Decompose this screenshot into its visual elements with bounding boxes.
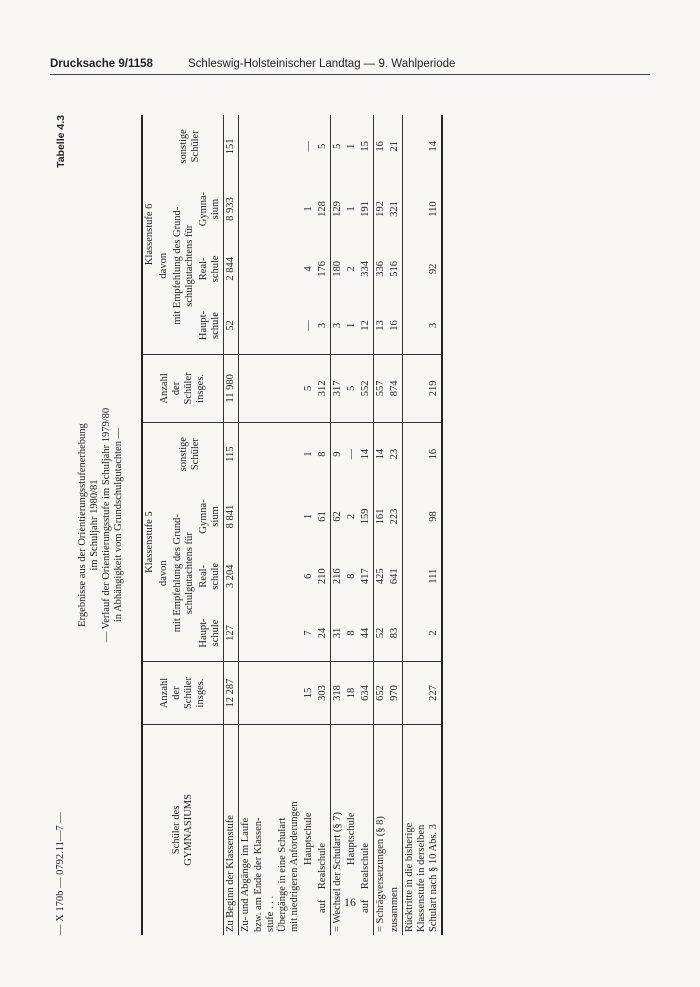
reference-code: — X 170b — 0792.11—7 — — [55, 812, 66, 935]
cell: 16 — [375, 141, 387, 152]
cell: 8 933 — [224, 178, 239, 241]
cell: 223 — [388, 485, 403, 548]
header-empfehlung: mit Empfehlung des Grund- schulgutachtens für — [172, 206, 196, 325]
cell: 3 — [428, 322, 440, 329]
cell: 14 — [359, 423, 374, 486]
header-haupt: Haupt- schule — [197, 297, 224, 354]
title-line: — Verlauf der Orientierungsstufe im Schuljahr 1979/80 — [101, 407, 113, 643]
row-label: zusammen — [388, 724, 403, 935]
cell: 16 — [388, 297, 403, 354]
cell: 970 — [388, 662, 403, 725]
row-label: = Schrägversetzungen (§ 8) — [374, 724, 389, 935]
row-label: Zu- und Abgänge im Laufe bzw. am Ende der Klassen- stufe . . . Übergänge in eine Schulart mit niedrigeren Anforderungen — [239, 724, 302, 935]
cell: 1 — [302, 423, 316, 486]
table-row — [403, 115, 443, 935]
cell: 317 — [330, 354, 345, 422]
table-row — [224, 115, 239, 935]
cell: 2 — [345, 513, 357, 520]
header-anzahl-6: Anzahl der Schüler insges. — [142, 354, 224, 422]
cell: 44 — [359, 605, 374, 662]
cell: 1 — [345, 143, 357, 149]
cell: 14 — [428, 141, 440, 152]
cell: 2 — [345, 266, 357, 272]
header-real: Real- schule — [197, 548, 224, 605]
row-label: auf Realschule — [316, 724, 331, 935]
table-row — [316, 115, 331, 935]
header-gym: Gymna- sium — [197, 485, 224, 548]
cell: 92 — [428, 263, 440, 275]
cell: 8 — [345, 573, 357, 579]
cell: 425 — [375, 568, 387, 585]
cell: 61 — [316, 485, 331, 548]
header-sonstige-6: sonstige Schüler — [157, 115, 224, 178]
cell: 14 — [374, 423, 389, 486]
cell: 216 — [331, 568, 343, 585]
row-label: Rücktritte in die bisherige Klassenstufe in derselben Schulart nach § 10 Abs. 3 — [403, 724, 443, 935]
cell: 219 — [403, 354, 443, 422]
cell: 180 — [331, 260, 343, 277]
parliament-title: Schleswig-Holsteinischer Landtag — 9. Wahlperiode — [188, 58, 456, 70]
table-row — [374, 115, 389, 935]
cell: 110 — [428, 201, 440, 217]
row-label: Hauptschule — [345, 724, 359, 935]
rotated-table-page — [55, 115, 495, 935]
header-row — [142, 115, 157, 935]
table-row — [239, 115, 302, 935]
cell: 227 — [403, 662, 443, 725]
cell: 5 — [316, 115, 331, 178]
cell: 8 — [316, 423, 331, 486]
cell: 2 844 — [224, 240, 239, 297]
cell: 52 — [375, 627, 387, 639]
cell: 24 — [316, 605, 331, 662]
page-number: 16 — [344, 895, 356, 909]
cell: 2 — [428, 630, 440, 636]
cell: 5 — [345, 354, 359, 422]
cell: 62 — [331, 511, 343, 522]
cell: 3 204 — [224, 548, 239, 605]
cell: 98 — [428, 511, 440, 522]
title-line: in Abhängigkeit vom Grundschulgutachten — — [113, 427, 125, 623]
cell: 874 — [388, 354, 403, 422]
title-line: Ergebnisse aus der Orientierungsstufenerhebung — [77, 423, 88, 627]
header-davon: davon — [158, 560, 170, 587]
cell: 16 — [403, 423, 443, 486]
header-rule — [50, 74, 650, 75]
cell: 191 — [359, 178, 374, 241]
header-davon: davon — [158, 252, 170, 279]
cell: 5 — [331, 143, 343, 149]
cell: 128 — [316, 178, 331, 241]
cell: 1 — [345, 322, 357, 329]
cell: 21 — [388, 115, 403, 178]
cell: 8 — [345, 630, 357, 636]
cell: 1 — [302, 206, 314, 212]
table-row — [330, 115, 345, 935]
row-label: Hauptschule — [302, 724, 316, 935]
cell: 8 841 — [224, 485, 239, 548]
table-number: Tabelle 4.3 — [55, 115, 67, 168]
cell: — — [345, 423, 359, 486]
header-sonstige-5: sonstige Schüler — [157, 423, 224, 486]
cell: 151 — [224, 115, 239, 178]
cell: 3 — [331, 322, 343, 329]
row-label: auf Realschule — [359, 724, 374, 935]
cell: — — [302, 141, 314, 152]
header-real: Real- schule — [197, 240, 224, 297]
cell: 31 — [331, 627, 343, 639]
cell: 417 — [359, 548, 374, 605]
header-haupt: Haupt- schule — [197, 605, 224, 662]
cell: 127 — [224, 605, 239, 662]
cell: 210 — [316, 548, 331, 605]
cell: 13 — [375, 320, 387, 331]
cell: 7 — [302, 630, 314, 636]
cell: 1 — [302, 513, 314, 520]
cell: — — [302, 320, 314, 331]
header-ks5: Klassenstufe 5 — [142, 423, 157, 662]
results-table — [141, 115, 443, 935]
cell: 159 — [359, 485, 374, 548]
cell: 129 — [331, 201, 343, 217]
cell: 557 — [374, 354, 389, 422]
cell: 552 — [359, 354, 374, 422]
cell: 12 287 — [224, 662, 239, 725]
header-empfehlung: mit Empfehlung des Grund- schulgutachtens für — [172, 514, 196, 633]
document-number: Drucksache 9/1158 — [50, 58, 153, 70]
header-anzahl-5: Anzahl der Schüler insges. — [142, 662, 224, 725]
cell: 3 — [316, 297, 331, 354]
table-row — [359, 115, 374, 935]
cell: 83 — [388, 605, 403, 662]
cell: 641 — [388, 548, 403, 605]
table-row — [302, 115, 316, 935]
cell: 634 — [359, 662, 374, 725]
row-label: = Wechsel der Schulart (§ 7) — [330, 724, 345, 935]
cell: 15 — [359, 115, 374, 178]
cell: 12 — [359, 297, 374, 354]
cell: 52 — [224, 297, 239, 354]
cell: 336 — [375, 260, 387, 277]
cell: 318 — [330, 662, 345, 725]
cell: 516 — [388, 240, 403, 297]
table-row — [388, 115, 403, 935]
table-row — [345, 115, 359, 935]
cell: 161 — [375, 508, 387, 525]
cell: 176 — [316, 240, 331, 297]
cell: 6 — [302, 573, 314, 579]
cell: 23 — [388, 423, 403, 486]
cell: 5 — [302, 354, 316, 422]
cell: 15 — [302, 662, 316, 725]
header-gym: Gymna- sium — [197, 178, 224, 241]
table-title — [77, 295, 125, 755]
cell: 192 — [375, 201, 387, 217]
cell: 321 — [388, 178, 403, 241]
header-first: Schüler des GYMNASIUMS — [142, 724, 224, 935]
cell: 1 — [345, 206, 357, 212]
header-ks6: Klassenstufe 6 — [144, 203, 155, 266]
cell: 303 — [316, 662, 331, 725]
cell: 9 — [330, 423, 345, 486]
cell: 4 — [302, 266, 314, 272]
cell: 115 — [224, 423, 239, 486]
cell: 652 — [374, 662, 389, 725]
title-line: im Schuljahr 1980/81 — [89, 479, 101, 571]
cell: 111 — [428, 568, 440, 584]
cell: 11 980 — [224, 354, 239, 422]
row-label: Zu Beginn der Klassenstufe — [224, 724, 239, 935]
cell: 18 — [345, 662, 359, 725]
cell: 334 — [359, 240, 374, 297]
cell: 312 — [316, 354, 331, 422]
